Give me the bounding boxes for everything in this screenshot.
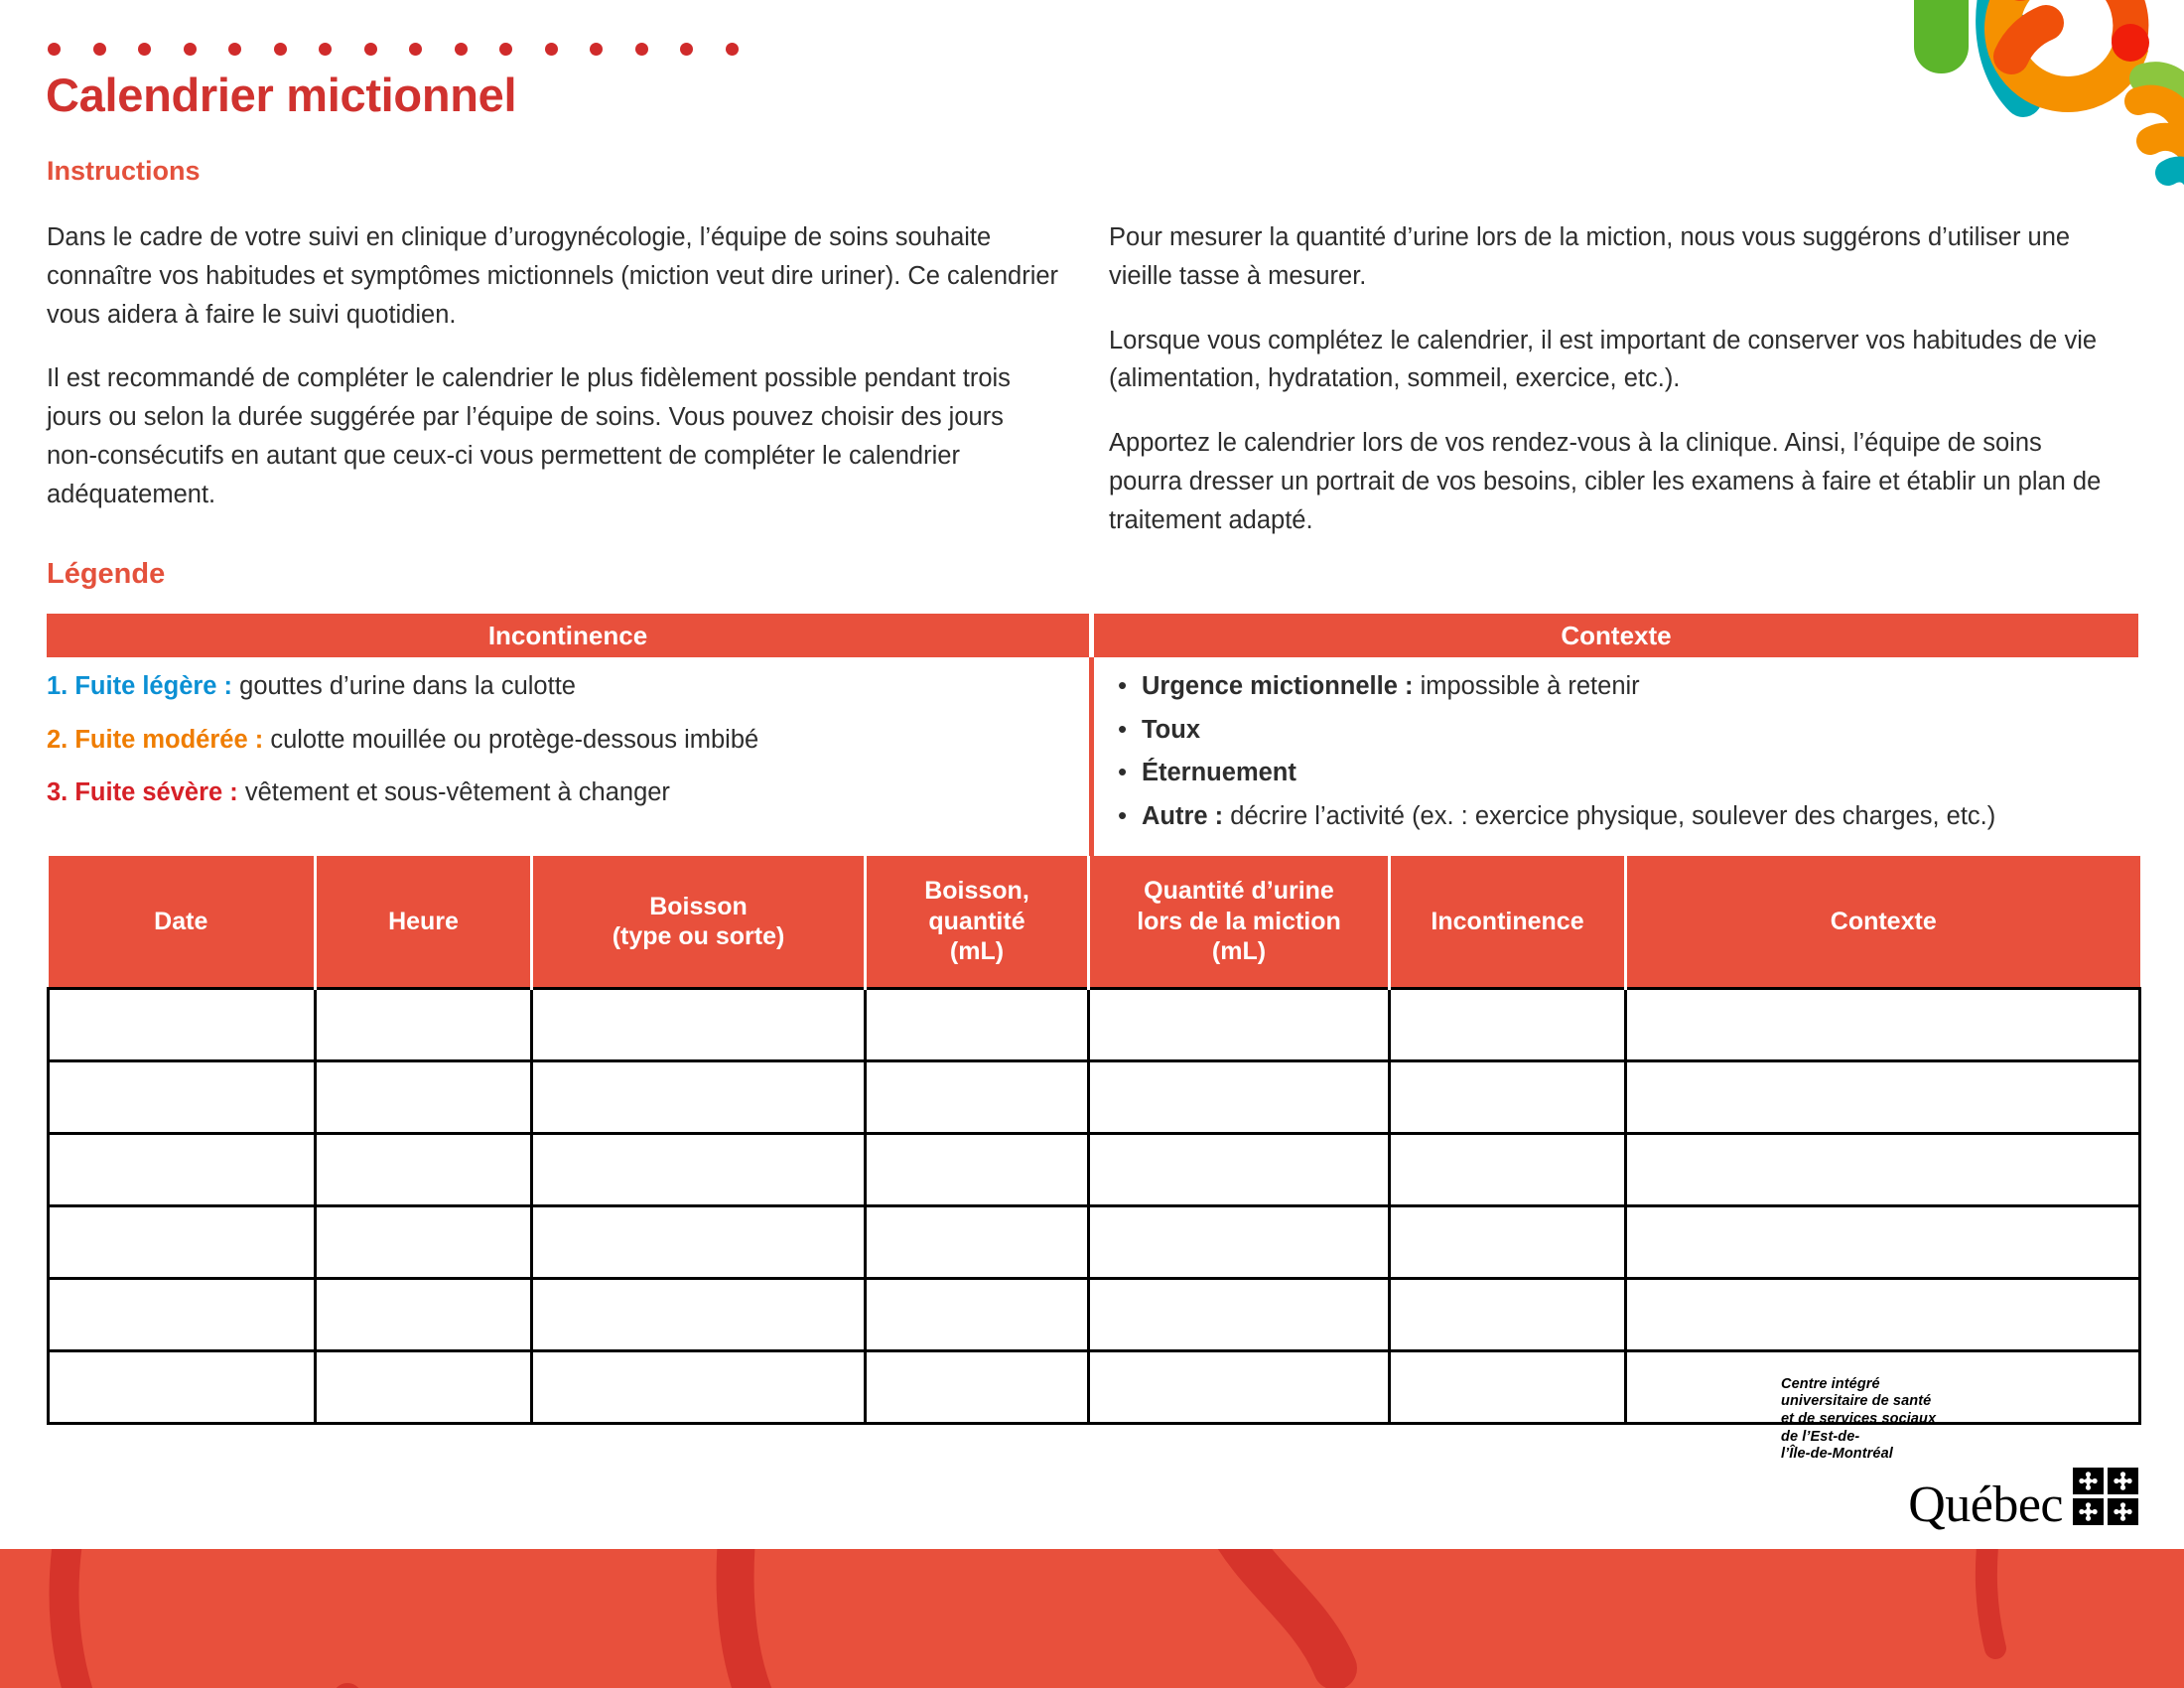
dot xyxy=(545,43,558,56)
table-cell[interactable] xyxy=(1626,1206,2140,1279)
table-cell[interactable] xyxy=(532,989,866,1061)
table-cell[interactable] xyxy=(49,1279,316,1351)
ciusss-brand-mark-icon xyxy=(1894,0,2184,232)
dot xyxy=(364,43,377,56)
table-cell[interactable] xyxy=(1089,989,1390,1061)
table-cell[interactable] xyxy=(1626,1061,2140,1134)
quebec-wordmark: Québec xyxy=(1908,1477,2063,1534)
quebec-fleurdelis-flag-icon xyxy=(2073,1468,2138,1525)
dot xyxy=(635,43,648,56)
legend-bullet-key: Éternuement xyxy=(1142,759,1297,787)
dot xyxy=(455,43,468,56)
legend-bullet-item xyxy=(1116,671,2138,702)
dot xyxy=(409,43,422,56)
fleur-de-lis-icon xyxy=(2108,1468,2138,1494)
table-cell[interactable] xyxy=(49,989,316,1061)
fleur-de-lis-icon xyxy=(2073,1498,2104,1525)
table-cell[interactable] xyxy=(49,1134,316,1206)
fleur-de-lis-icon xyxy=(2073,1468,2104,1494)
table-cell[interactable] xyxy=(1089,1206,1390,1279)
legend-item xyxy=(47,725,1089,756)
table-cell[interactable] xyxy=(316,1061,532,1134)
table-cell[interactable] xyxy=(866,1279,1089,1351)
dot xyxy=(319,43,332,56)
table-cell[interactable] xyxy=(532,1351,866,1424)
legend-item-desc: vêtement et sous-vêtement à changer xyxy=(237,778,670,807)
table-cell[interactable] xyxy=(316,1351,532,1424)
table-cell[interactable] xyxy=(1089,1061,1390,1134)
legend-item-desc: culotte mouillée ou protège-dessous imbibé xyxy=(263,725,759,754)
table-cell[interactable] xyxy=(49,1061,316,1134)
table-cell[interactable] xyxy=(1390,1279,1626,1351)
legend-body-row xyxy=(47,657,2138,864)
instruction-paragraph: Lorsque vous complétez le calendrier, il est important de conserver vos habitudes de vie (alimentation, hydratation, sommeil, exercice, etc.). xyxy=(1109,326,2098,393)
instruction-paragraph: Apportez le calendrier lors de vos rendez-vous à la clinique. Ainsi, l’équipe de soins pourra dresser un portrait de vos besoins, cibler les examens à faire et établir un plan de traitement adapté. xyxy=(1109,429,2102,534)
table-cell[interactable] xyxy=(1626,1279,2140,1351)
table-cell[interactable] xyxy=(866,1134,1089,1206)
table-cell[interactable] xyxy=(532,1206,866,1279)
table-cell[interactable] xyxy=(866,1206,1089,1279)
column-header-boisson-type: Boisson (type ou sorte) xyxy=(532,856,866,989)
instruction-paragraph: Il est recommandé de compléter le calendrier le plus fidèlement possible pendant trois jours ou selon la durée suggérée par l’équipe de soins. Vous pouvez choisir des jours non-consécutifs en autant que ceux-ci vous permettent de compléter le calendrier adéquatement. xyxy=(47,364,1011,508)
dot xyxy=(274,43,287,56)
dot xyxy=(138,43,151,56)
table-cell[interactable] xyxy=(49,1351,316,1424)
table-cell[interactable] xyxy=(49,1206,316,1279)
footer-decorative-band xyxy=(0,1549,2184,1688)
instructions-heading: Instructions xyxy=(47,156,201,186)
instructions-body xyxy=(47,218,2141,539)
column-header-quantite-urine: Quantité d’urine lors de la miction (mL) xyxy=(1089,856,1390,989)
legend-bullet-item xyxy=(1116,715,2138,746)
legend-heading: Légende xyxy=(47,558,166,590)
legend-bullet-desc: impossible à retenir xyxy=(1413,672,1640,700)
table-cell[interactable] xyxy=(532,1279,866,1351)
table-cell[interactable] xyxy=(866,1351,1089,1424)
legend-table xyxy=(47,614,2138,864)
instruction-paragraph: Dans le cadre de votre suivi en clinique d’urogynécologie, l’équipe de soins souhaite connaître vos habitudes et symptômes mictionnels (miction veut dire uriner). Ce calendrier vous aidera à faire le suivi quotidien. xyxy=(47,223,1059,329)
table-cell[interactable] xyxy=(532,1061,866,1134)
instruction-paragraph: Pour mesurer la quantité d’urine lors de la miction, nous vous suggérons d’utiliser une vieille tasse à mesurer. xyxy=(1109,223,2071,290)
table-row[interactable] xyxy=(49,1206,2140,1279)
table-cell[interactable] xyxy=(316,1279,532,1351)
table-cell[interactable] xyxy=(1089,1279,1390,1351)
voiding-log-table[interactable] xyxy=(47,856,2141,1425)
legend-bullet-desc: décrire l’activité (ex. : exercice physique, soulever des charges, etc.) xyxy=(1223,801,1996,830)
legend-header-incontinence: Incontinence xyxy=(47,614,1089,657)
legend-item-key: 1. Fuite légère : xyxy=(47,672,233,700)
legend-contexte-list xyxy=(1094,671,2138,864)
dot xyxy=(499,43,512,56)
table-cell[interactable] xyxy=(316,1206,532,1279)
table-cell[interactable] xyxy=(1390,1206,1626,1279)
instructions-left-column xyxy=(47,218,1059,539)
ciusss-name-line: de l’Est-de- xyxy=(1781,1428,1860,1445)
table-cell[interactable] xyxy=(1089,1351,1390,1424)
table-row[interactable] xyxy=(49,1279,2140,1351)
legend-header-row xyxy=(47,614,2138,657)
table-cell[interactable] xyxy=(316,1134,532,1206)
gov-logo xyxy=(1781,1375,2138,1534)
legend-incontinence-list xyxy=(47,671,1089,864)
decorative-dot-rule xyxy=(48,43,770,56)
dot xyxy=(48,43,61,56)
legend-bullet-item xyxy=(1116,758,2138,788)
column-header-boisson-quantite: Boisson, quantité (mL) xyxy=(866,856,1089,989)
dot xyxy=(228,43,241,56)
ciusss-name-line: universitaire de santé xyxy=(1781,1393,1932,1410)
legend-bullet-item xyxy=(1116,801,2138,832)
table-cell[interactable] xyxy=(316,989,532,1061)
legend-item-key: 3. Fuite sévère : xyxy=(47,778,238,807)
table-row[interactable] xyxy=(49,989,2140,1061)
dot xyxy=(184,43,197,56)
ciusss-name-line: et de services sociaux xyxy=(1781,1410,1937,1427)
legend-bullet-key: Autre : xyxy=(1142,801,1224,830)
column-header-date: Date xyxy=(49,856,316,989)
page-title: Calendrier mictionnel xyxy=(46,69,517,121)
ciusss-name-line: l’Île-de-Montréal xyxy=(1781,1446,1893,1463)
table-row[interactable] xyxy=(49,1061,2140,1134)
table-row[interactable] xyxy=(49,1134,2140,1206)
quebec-wordmark-row xyxy=(1781,1468,2138,1534)
table-cell[interactable] xyxy=(1390,989,1626,1061)
legend-bullet-key: Toux xyxy=(1142,715,1201,744)
legend-item-desc: gouttes d’urine dans la culotte xyxy=(232,672,576,700)
column-header-contexte: Contexte xyxy=(1626,856,2140,989)
dot xyxy=(590,43,603,56)
table-cell[interactable] xyxy=(1390,1351,1626,1424)
legend-item-key: 2. Fuite modérée : xyxy=(47,725,264,754)
dot xyxy=(726,43,739,56)
instructions-right-column xyxy=(1109,218,2121,539)
table-cell[interactable] xyxy=(532,1134,866,1206)
table-cell[interactable] xyxy=(1626,989,2140,1061)
column-header-incontinence: Incontinence xyxy=(1390,856,1626,989)
table-cell[interactable] xyxy=(1390,1134,1626,1206)
column-header-heure: Heure xyxy=(316,856,532,989)
dot xyxy=(680,43,693,56)
legend-item xyxy=(47,671,1089,702)
table-cell[interactable] xyxy=(1089,1134,1390,1206)
table-cell[interactable] xyxy=(1390,1061,1626,1134)
fleur-de-lis-icon xyxy=(2108,1498,2138,1525)
legend-header-contexte: Contexte xyxy=(1094,614,2138,657)
table-cell[interactable] xyxy=(1626,1134,2140,1206)
table-body[interactable] xyxy=(49,989,2140,1424)
table-header-row xyxy=(49,856,2140,989)
table-cell[interactable] xyxy=(866,989,1089,1061)
legend-bullet-key: Urgence mictionnelle : xyxy=(1142,672,1414,700)
ciusss-name-line: Centre intégré xyxy=(1781,1375,1880,1392)
table-cell[interactable] xyxy=(866,1061,1089,1134)
legend-item xyxy=(47,777,1089,808)
dot xyxy=(93,43,106,56)
